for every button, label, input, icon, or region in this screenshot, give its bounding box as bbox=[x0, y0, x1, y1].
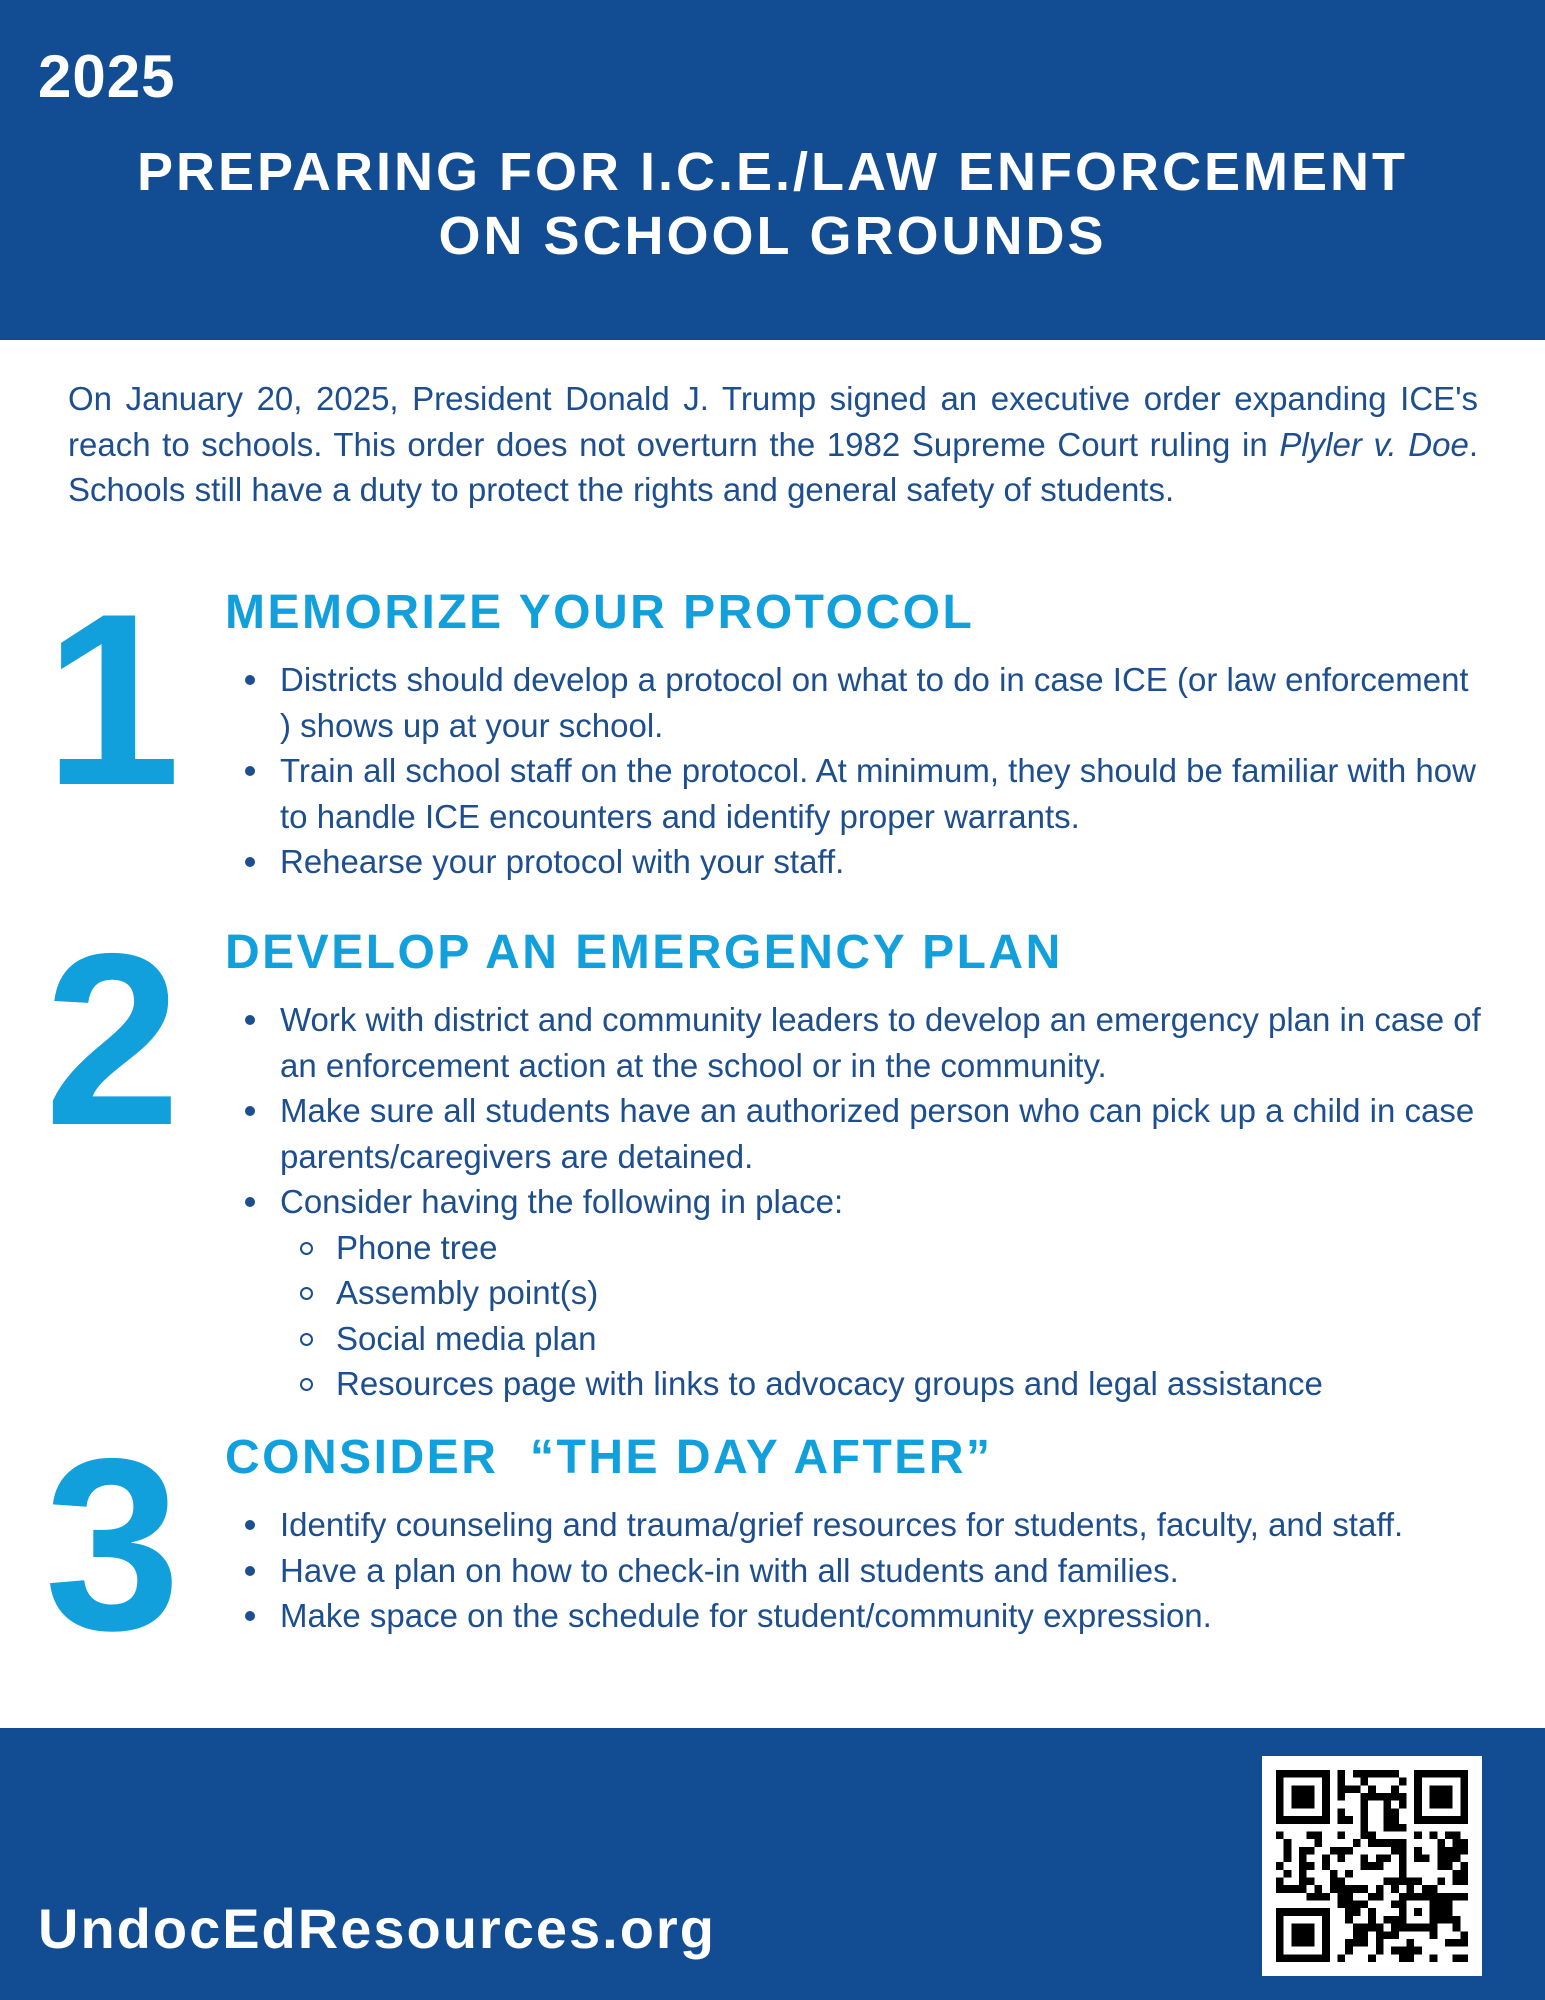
list-item-text: Consider having the following in place: bbox=[280, 1183, 844, 1220]
list-item: Districts should develop a protocol on what to do in case ICE (or law enforcement ) shows up at your school. bbox=[280, 657, 1485, 748]
bullet-list bbox=[280, 1502, 1485, 1639]
qr-code-graphic bbox=[1276, 1770, 1468, 1962]
intro-text-1: On January 20, 2025, President Donald J. Trump signed an executive order expanding ICE's reach to schools. This order does not overturn the 1982 Supreme Court ruling in bbox=[68, 380, 1478, 463]
intro-text-2: . Schools still have a duty to protect the rights and general safety of students. bbox=[68, 425, 1478, 508]
website-link[interactable]: UndocEdResources.org bbox=[38, 1897, 716, 1960]
list-item: Identify counseling and trauma/grief resources for students, faculty, and staff. bbox=[280, 1502, 1485, 1548]
section-heading: MEMORIZE YOUR PROTOCOL bbox=[225, 586, 975, 639]
section-heading: CONSIDER “THE DAY AFTER” bbox=[225, 1431, 993, 1484]
section-emergency-plan bbox=[0, 902, 1545, 1405]
sub-list-item: Resources page with links to advocacy groups and legal assistance bbox=[336, 1361, 1485, 1407]
list-item: Train all school staff on the protocol. At minimum, they should be familiar with how to handle ICE encounters and identify proper warrants. bbox=[280, 748, 1485, 839]
list-item bbox=[280, 1179, 1485, 1407]
year-label: 2025 bbox=[38, 43, 176, 110]
list-item: Make sure all students have an authorized person who can pick up a child in case parents/caregivers are detained. bbox=[280, 1088, 1485, 1179]
qr-code-icon[interactable] bbox=[1262, 1756, 1482, 1976]
list-item: Make space on the schedule for student/community expression. bbox=[280, 1593, 1485, 1639]
list-item: Work with district and community leaders to develop an emergency plan in case of an enforcement action at the school or in the community. bbox=[280, 997, 1485, 1088]
section-heading: DEVELOP AN EMERGENCY PLAN bbox=[225, 926, 1063, 979]
case-name: Plyler v. Doe bbox=[1279, 425, 1469, 463]
sub-list-item: Assembly point(s) bbox=[336, 1270, 1485, 1316]
title-line-2: ON SCHOOL GROUNDS bbox=[438, 206, 1107, 266]
section-memorize-protocol bbox=[0, 562, 1545, 885]
sub-list-item: Phone tree bbox=[336, 1225, 1485, 1271]
section-number: 2 bbox=[44, 902, 181, 1176]
bullet-list bbox=[280, 997, 1485, 1407]
page-title bbox=[0, 140, 1545, 268]
list-item: Rehearse your protocol with your staff. bbox=[280, 839, 1485, 885]
footer-banner bbox=[0, 1728, 1545, 2000]
intro-paragraph bbox=[68, 376, 1478, 513]
list-item: Have a plan on how to check-in with all students and families. bbox=[280, 1548, 1485, 1594]
title-line-1: PREPARING FOR I.C.E./LAW ENFORCEMENT bbox=[136, 142, 1409, 202]
section-day-after bbox=[0, 1407, 1545, 1690]
section-number: 3 bbox=[44, 1407, 181, 1681]
header-banner bbox=[0, 0, 1545, 340]
bullet-list bbox=[280, 657, 1485, 885]
section-number: 1 bbox=[44, 562, 181, 836]
sub-bullet-list bbox=[336, 1225, 1485, 1407]
sub-list-item: Social media plan bbox=[336, 1316, 1485, 1362]
